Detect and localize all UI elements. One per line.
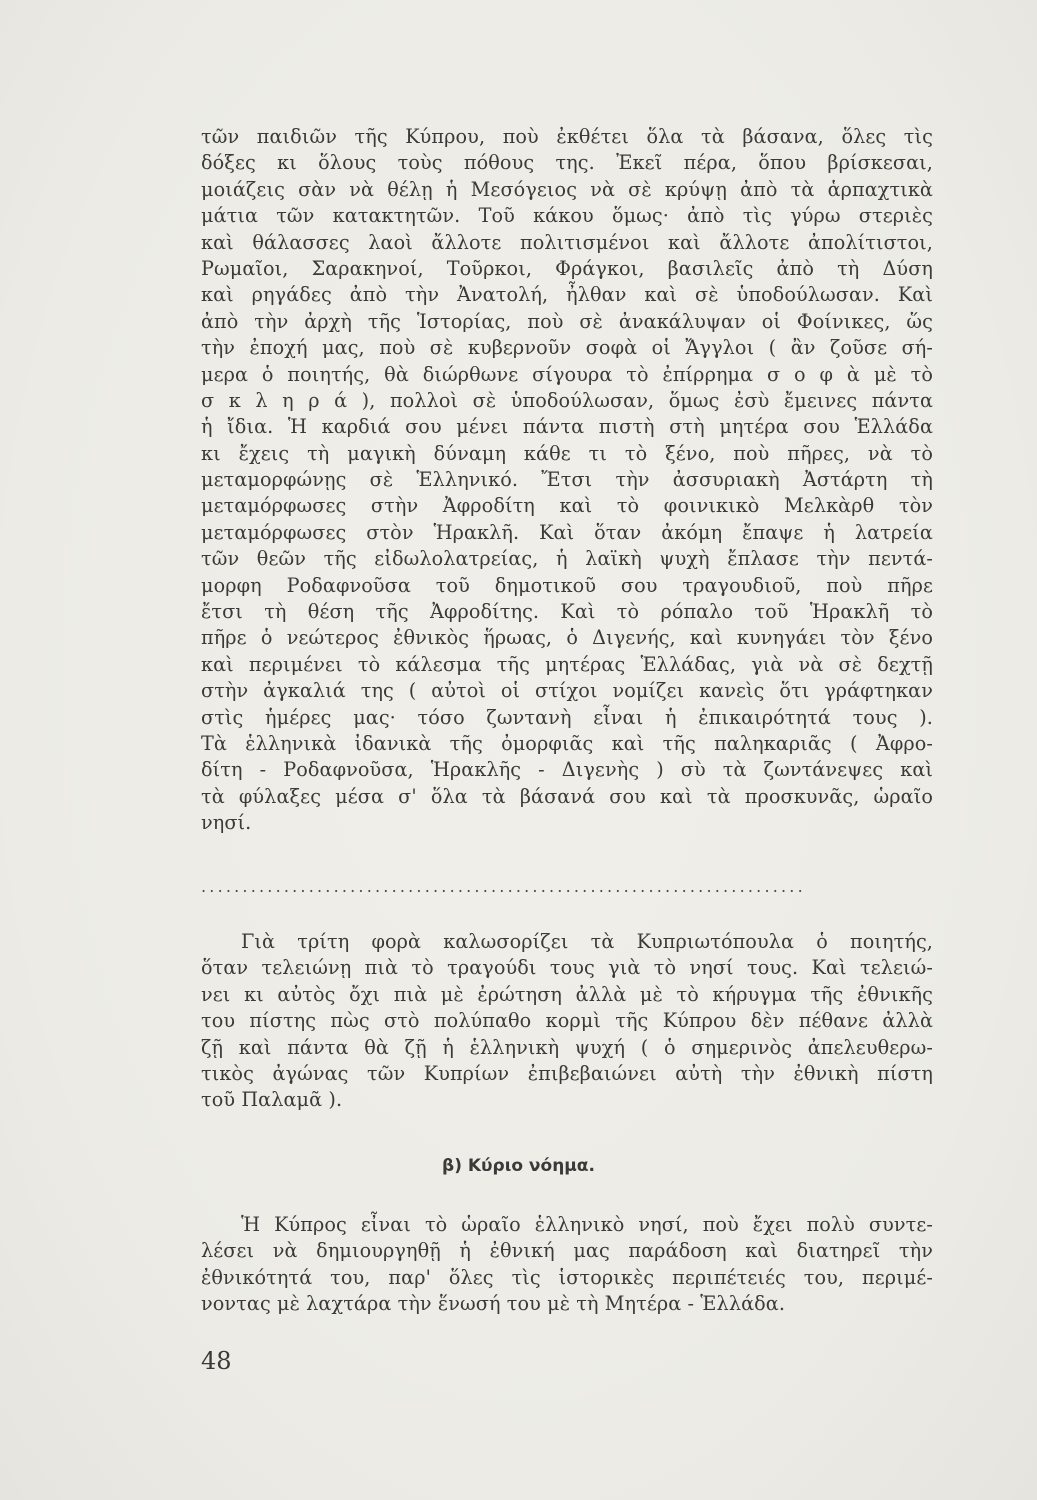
text-line: μοιάζεις σὰν νὰ θέλῃ ἡ Μεσόγειος νὰ σὲ κρύψῃ ἀπὸ τὰ ἁρπαχτικὰ — [201, 177, 933, 201]
text-line: δόξες κι ὅλους τοὺς πόθους της. Ἐκεῖ πέρα, ὅπου βρίσκεσαι, — [201, 151, 933, 175]
text-line: στὶς ἡμέρες μας· τόσο ζωντανὴ εἶναι ἡ ἐπικαιρότητά τους ). — [201, 705, 933, 729]
text-line: κι ἔχεις τὴ μαγικὴ δύναμη κάθε τι τὸ ξένο, ποὺ πῆρες, νὰ τὸ — [201, 441, 933, 465]
paragraph-continuation — [201, 124, 933, 837]
text-line: μερα ὁ ποιητής, θὰ διώρθωνε σίγουρα τὸ ἐπίρρημα σ ο φ ὰ μὲ τὸ — [201, 362, 933, 386]
text-line: Τὰ ἑλληνικὰ ἰδανικὰ τῆς ὀμορφιᾶς καὶ τῆς παληκαριᾶς ( Ἀφρο- — [201, 731, 933, 755]
text-line: καὶ ρηγάδες ἀπὸ τὴν Ἀνατολή, ἦλθαν καὶ σὲ ὑποδούλωσαν. Καὶ — [201, 283, 933, 307]
text-line: τοῦ Παλαμᾶ ). — [201, 1088, 343, 1112]
text-line: καὶ περιμένει τὸ κάλεσμα τῆς μητέρας Ἑλλάδας, γιὰ νὰ σὲ δεχτῇ — [201, 652, 933, 676]
text-line: του πίστης πὼς στὸ πολύπαθο κορμὶ τῆς Κύπρου δὲν πέθανε ἀλλὰ — [201, 1009, 933, 1033]
text-line: νησί. — [201, 811, 252, 835]
text-line: λέσει νὰ δημιουργηθῇ ἡ ἐθνική μας παράδοση καὶ διατηρεῖ τὴν — [201, 1239, 933, 1263]
text-line: πῆρε ὁ νεώτερος ἐθνικὸς ἥρωας, ὁ Διγενής, καὶ κυνηγάει τὸν ξένο — [201, 626, 933, 650]
paragraph-poet-message — [201, 929, 933, 1114]
text-line: νει κι αὐτὸς ὄχι πιὰ μὲ ἐρώτηση ἀλλὰ μὲ τὸ κήρυγμα τῆς ἐθνικῆς — [201, 982, 933, 1006]
text-line: τῶν θεῶν τῆς εἰδωλολατρείας, ἡ λαϊκὴ ψυχὴ ἔπλασε τὴν πεντά- — [201, 547, 933, 571]
text-line: μεταμορφώνῃς σὲ Ἑλληνικό. Ἔτσι τὴν ἀσσυριακὴ Ἀστάρτη τὴ — [201, 468, 933, 492]
text-line: τικὸς ἀγώνας τῶν Κυπρίων ἐπιβεβαιώνει αὐτὴ τὴν ἐθνικὴ πίστη — [201, 1061, 933, 1085]
text-line: δίτη - Ροδαφνοῦσα, Ἡρακλῆς - Διγενὴς ) σὺ τὰ ζωντάνεψες καὶ — [201, 758, 933, 782]
text-line: μεταμόρφωσες στὸν Ἡρακλῆ. Καὶ ὅταν ἀκόμη ἔπαψε ἡ λατρεία — [201, 520, 933, 544]
dotted-separator: ......................................................................... — [201, 877, 806, 896]
text-line: ἡ ἴδια. Ἡ καρδιά σου μένει πάντα πιστὴ στὴ μητέρα σου Ἑλλάδα — [201, 415, 933, 439]
text-line: ἔτσι τὴ θέση τῆς Ἀφροδίτης. Καὶ τὸ ρόπαλο τοῦ Ἡρακλῆ τὸ — [201, 600, 933, 624]
text-line: μεταμόρφωσες στὴν Ἀφροδίτη καὶ τὸ φοινικικὸ Μελκὰρθ τὸν — [201, 494, 933, 518]
text-line: τὰ φύλαξες μέσα σ' ὅλα τὰ βάσανά σου καὶ τὰ προσκυνᾶς, ὡραῖο — [201, 784, 933, 808]
text-line: ὅταν τελειώνῃ πιὰ τὸ τραγούδι τους γιὰ τὸ νησί τους. Καὶ τελειώ- — [201, 956, 933, 980]
text-line: Ρωμαῖοι, Σαρακηνοί, Τοῦρκοι, Φράγκοι, βασιλεῖς ἀπὸ τὴ Δύση — [201, 256, 933, 280]
text-line: τὴν ἐποχή μας, ποὺ σὲ κυβερνοῦν σοφὰ οἱ Ἄγγλοι ( ἂν ζοῦσε σή- — [201, 336, 933, 360]
text-line: καὶ θάλασσες λαοὶ ἄλλοτε πολιτισμένοι καὶ ἄλλοτε ἀπολίτιστοι, — [201, 230, 933, 254]
text-line: στὴν ἀγκαλιά της ( αὐτοὶ οἱ στίχοι νομίζει κανεὶς ὅτι γράφτηκαν — [201, 679, 933, 703]
text-line: ζῇ καὶ πάντα θὰ ζῇ ἡ ἑλληνικὴ ψυχή ( ὁ σημερινὸς ἀπελευθερω- — [201, 1035, 933, 1059]
text-line: μορφη Ροδαφνοῦσα τοῦ δημοτικοῦ σου τραγουδιοῦ, ποὺ πῆρε — [201, 573, 933, 597]
text-line: Γιὰ τρίτη φορὰ καλωσορίζει τὰ Κυπριωτόπουλα ὁ ποιητής, — [241, 930, 933, 953]
text-line: μάτια τῶν κατακτητῶν. Τοῦ κάκου ὅμως· ἀπὸ τὶς γύρω στεριὲς — [201, 204, 933, 228]
text-line: σ κ λ η ρ ά ), πολλοὶ σὲ ὑποδούλωσαν, ὅμως ἐσὺ ἔμεινες πάντα — [201, 388, 933, 412]
text-line: ἐθνικότητά του, παρ' ὅλες τὶς ἱστορικὲς περιπέτειές του, περιμέ- — [201, 1265, 933, 1289]
text-line: νοντας μὲ λαχτάρα τὴν ἕνωσή του μὲ τὴ Μητέρα - Ἑλλάδα. — [201, 1292, 786, 1316]
section-heading: β) Κύριο νόημα. — [442, 1156, 595, 1176]
text-line: ἀπὸ τὴν ἀρχὴ τῆς Ἱστορίας, ποὺ σὲ ἀνακάλυψαν οἱ Φοίνικες, ὥς — [201, 309, 933, 333]
text-line: Ἡ Κύπρος εἶναι τὸ ὡραῖο ἑλληνικὸ νησί, ποὺ ἔχει πολὺ συντε- — [241, 1213, 933, 1236]
text-line: τῶν παιδιῶν τῆς Κύπρου, ποὺ ἐκθέτει ὅλα τὰ βάσανα, ὅλες τὶς — [201, 125, 933, 148]
page-number: 48 — [201, 1347, 232, 1375]
paragraph-main-idea — [201, 1212, 933, 1318]
